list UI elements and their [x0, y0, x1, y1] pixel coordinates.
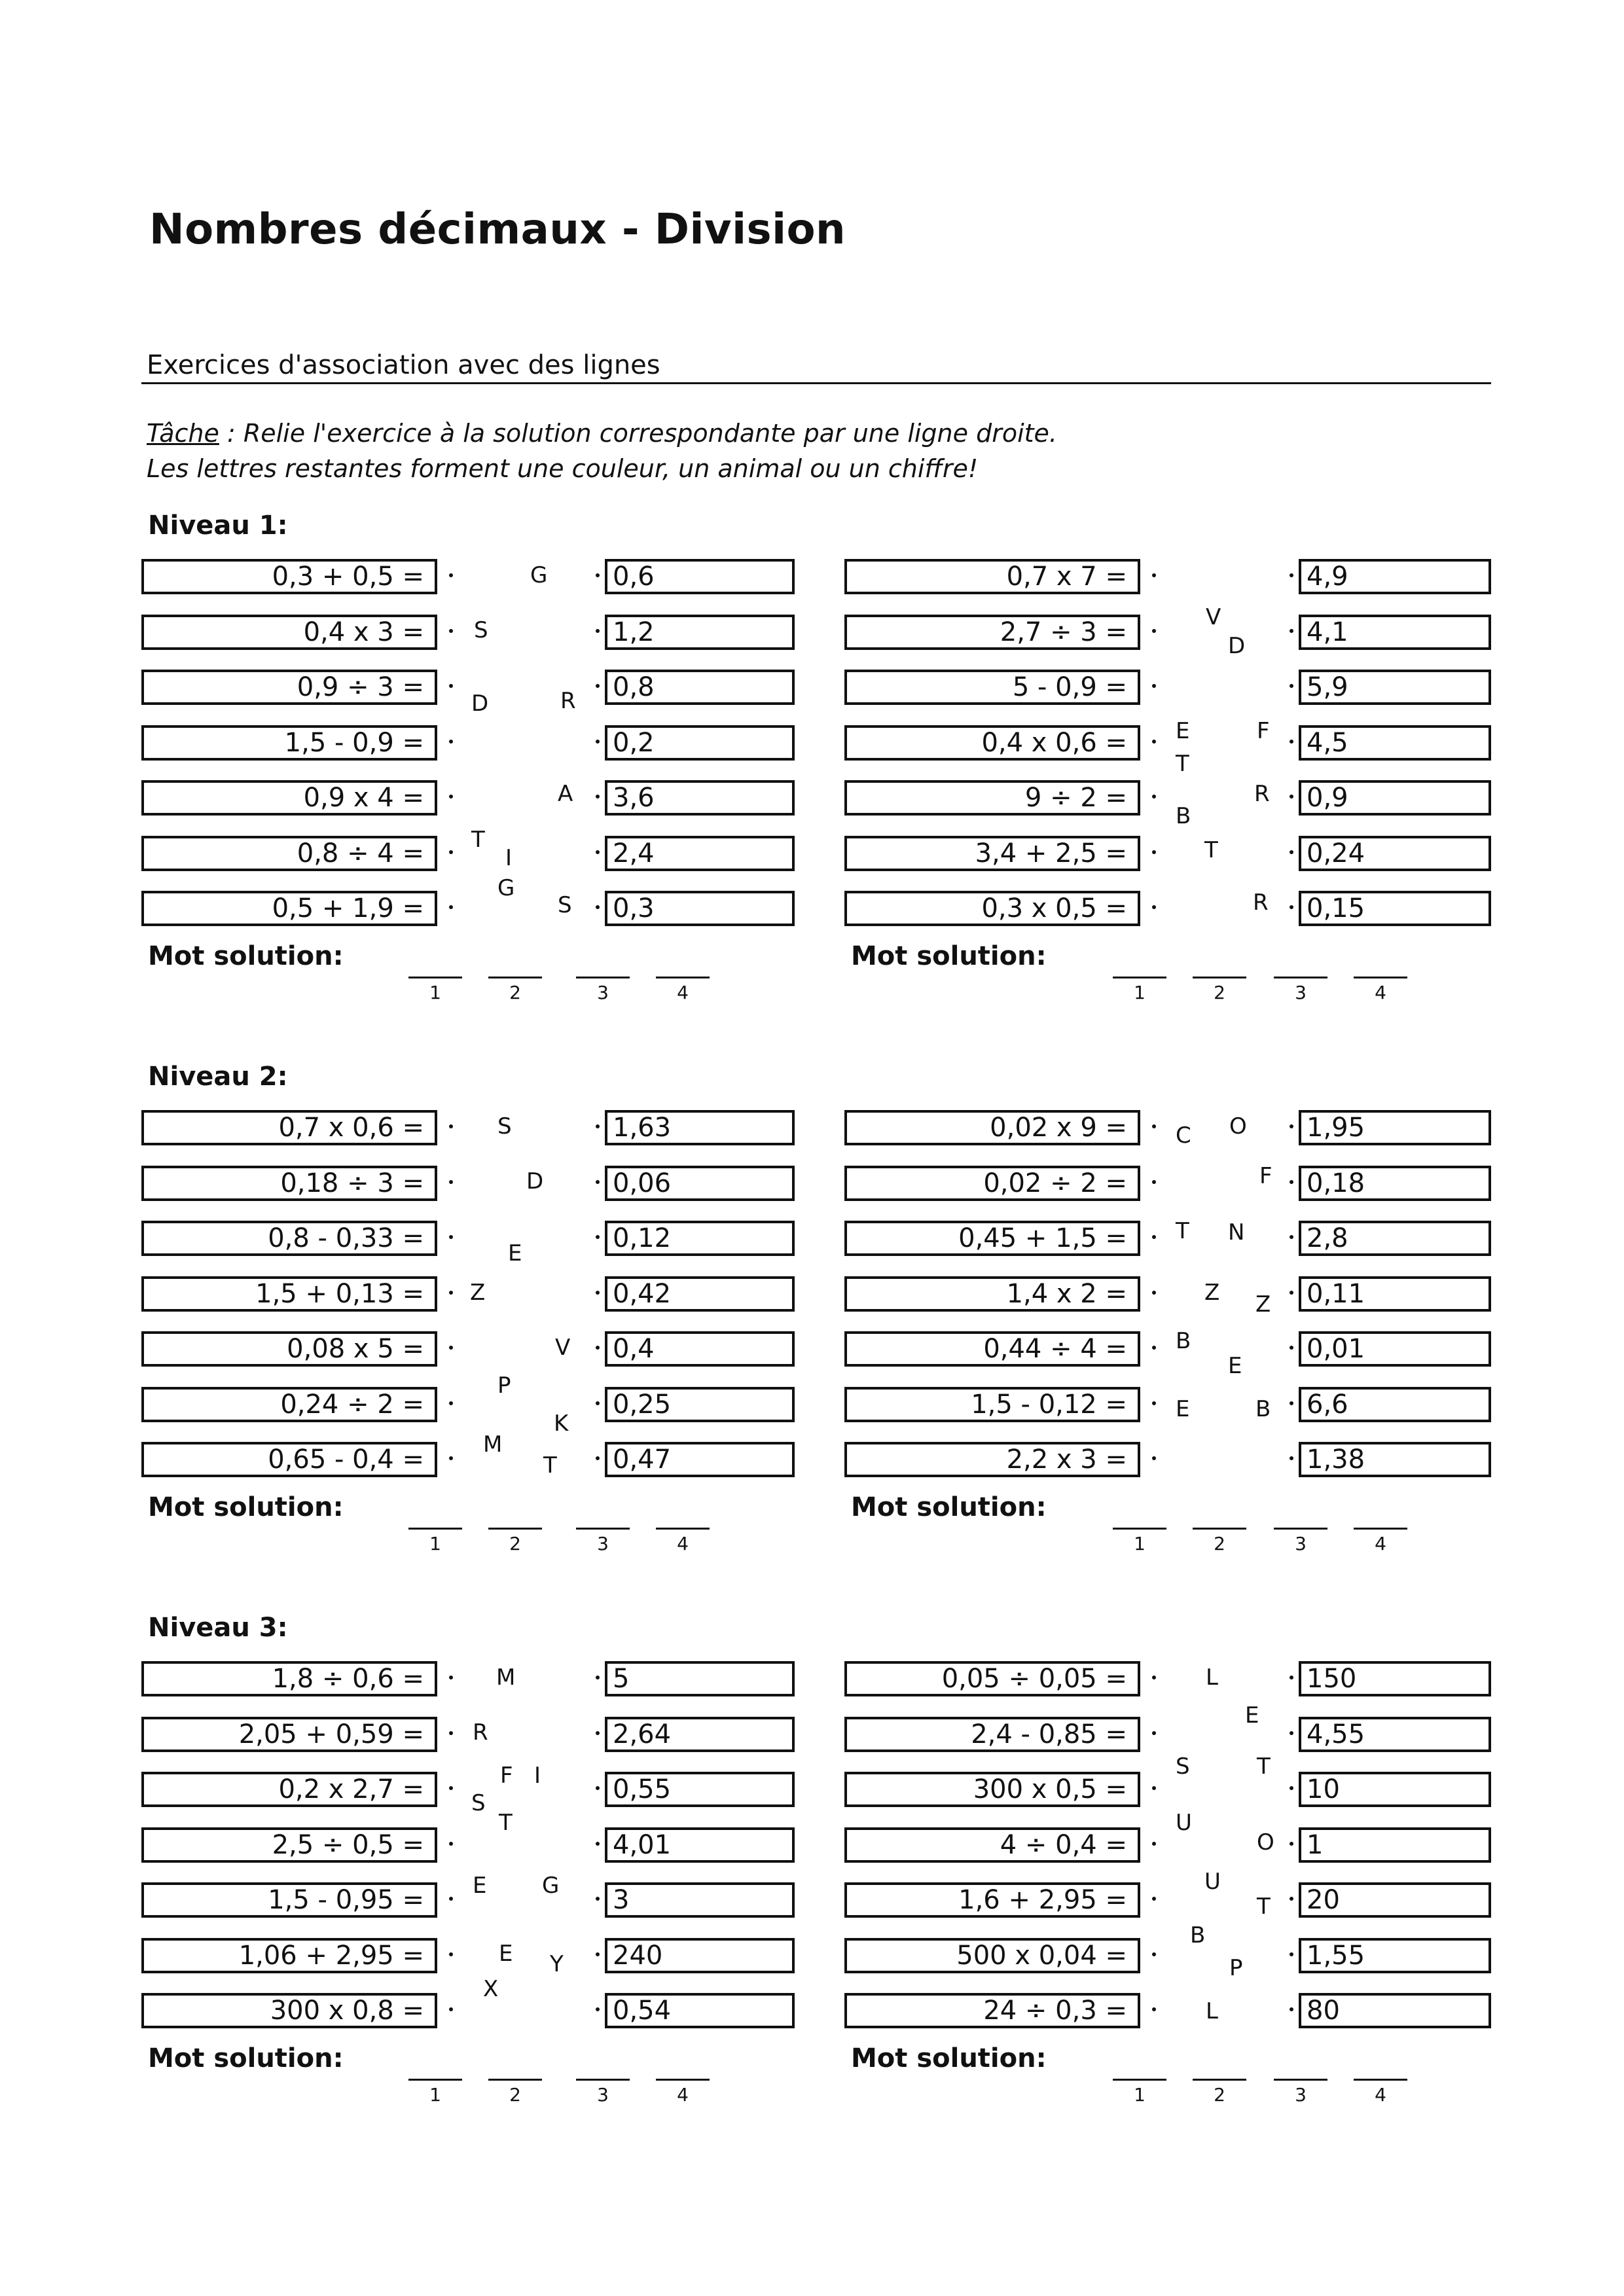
blank-number: 2 — [1214, 981, 1225, 1003]
blank-number: 4 — [677, 2083, 689, 2106]
exercise-dot[interactable] — [449, 1731, 453, 1735]
solution-box[interactable]: 0,18 — [1299, 1166, 1491, 1201]
solution-dot[interactable] — [1290, 2007, 1293, 2011]
solution-dot[interactable] — [596, 1124, 600, 1128]
blank-number: 2 — [509, 981, 521, 1003]
solution-box[interactable]: 0,42 — [605, 1276, 795, 1312]
blank-number: 3 — [597, 981, 609, 1003]
instruction-text-1: : Relie l'exercice à la solution correspondante par une ligne droite. — [219, 419, 1057, 448]
answer-blank[interactable] — [576, 1528, 630, 1530]
solution-word-label: Mot solution: — [148, 2043, 344, 2073]
distractor-letter: E — [1228, 1353, 1242, 1379]
exercise-box[interactable]: 0,9 x 4 = — [141, 780, 437, 816]
distractor-letter: B — [1255, 1396, 1271, 1422]
exercise-dot[interactable] — [449, 629, 453, 633]
exercise-box[interactable]: 1,5 - 0,9 = — [141, 725, 437, 761]
solution-box[interactable]: 1 — [1299, 1827, 1491, 1863]
distractor-letter: U — [1204, 1869, 1221, 1895]
distractor-letter: C — [1176, 1122, 1191, 1149]
blank-number: 1 — [429, 1532, 441, 1554]
solution-word-label: Mot solution: — [148, 941, 344, 971]
exercise-dot[interactable] — [1152, 1786, 1156, 1790]
section-subtitle: Exercices d'association avec des lignes — [147, 350, 660, 380]
solution-dot[interactable] — [1290, 1235, 1293, 1239]
solution-word-label: Mot solution: — [851, 2043, 1047, 2073]
exercise-box[interactable]: 0,8 - 0,33 = — [141, 1221, 437, 1256]
distractor-letter: Z — [470, 1280, 486, 1306]
distractor-letter: T — [1176, 1218, 1189, 1244]
distractor-letter: E — [499, 1941, 513, 1967]
exercise-dot[interactable] — [1152, 1291, 1156, 1295]
exercise-box[interactable]: 0,8 ÷ 4 = — [141, 836, 437, 871]
solution-box[interactable]: 4,5 — [1299, 725, 1491, 761]
blank-number: 1 — [429, 2083, 441, 2106]
blank-number: 1 — [1134, 2083, 1146, 2106]
answer-blank[interactable] — [656, 1528, 710, 1530]
solution-box[interactable]: 150 — [1299, 1661, 1491, 1696]
exercise-box[interactable]: 5 - 0,9 = — [844, 670, 1140, 705]
exercise-dot[interactable] — [449, 740, 453, 744]
exercise-box[interactable]: 0,7 x 7 = — [844, 559, 1140, 594]
solution-box[interactable]: 80 — [1299, 1993, 1491, 2028]
blank-number: 4 — [677, 1532, 689, 1554]
solution-dot[interactable] — [596, 1456, 600, 1460]
exercise-box[interactable]: 2,05 + 0,59 = — [141, 1717, 437, 1752]
distractor-letter: V — [1206, 604, 1221, 630]
exercise-box[interactable]: 1,4 x 2 = — [844, 1276, 1140, 1312]
exercise-box[interactable]: 0,3 x 0,5 = — [844, 891, 1140, 926]
exercise-dot[interactable] — [1152, 740, 1156, 744]
answer-blank[interactable] — [1354, 2079, 1407, 2081]
solution-box[interactable]: 0,8 — [605, 670, 795, 705]
exercise-dot[interactable] — [449, 850, 453, 854]
exercise-box[interactable]: 0,18 ÷ 3 = — [141, 1166, 437, 1201]
blank-number: 2 — [509, 1532, 521, 1554]
solution-dot[interactable] — [1290, 850, 1293, 854]
answer-blank[interactable] — [1113, 977, 1166, 978]
solution-box[interactable]: 0,55 — [605, 1772, 795, 1807]
distractor-letter: F — [1259, 1163, 1272, 1189]
solution-word-label: Mot solution: — [851, 941, 1047, 971]
distractor-letter: L — [1206, 1664, 1218, 1691]
answer-blank[interactable] — [1193, 1528, 1246, 1530]
distractor-letter: Z — [1255, 1291, 1271, 1318]
blank-number: 4 — [1375, 1532, 1386, 1554]
exercise-box[interactable]: 2,5 ÷ 0,5 = — [141, 1827, 437, 1863]
blank-number: 2 — [1214, 2083, 1225, 2106]
solution-dot[interactable] — [1290, 1124, 1293, 1128]
exercise-dot[interactable] — [1152, 1346, 1156, 1350]
distractor-letter: M — [483, 1431, 503, 1458]
exercise-dot[interactable] — [1152, 573, 1156, 577]
exercise-dot[interactable] — [1152, 1180, 1156, 1184]
solution-box[interactable]: 4,01 — [605, 1827, 795, 1863]
distractor-letter: X — [483, 1976, 499, 2002]
exercise-dot[interactable] — [449, 1952, 453, 1956]
solution-box[interactable]: 0,4 — [605, 1331, 795, 1367]
distractor-letter: S — [1176, 1753, 1190, 1780]
exercise-box[interactable]: 2,2 x 3 = — [844, 1442, 1140, 1477]
exercise-box[interactable]: 2,7 ÷ 3 = — [844, 615, 1140, 650]
solution-dot[interactable] — [596, 1897, 600, 1901]
solution-box[interactable]: 5,9 — [1299, 670, 1491, 705]
solution-box[interactable]: 3,6 — [605, 780, 795, 816]
exercise-box[interactable]: 1,5 - 0,12 = — [844, 1387, 1140, 1422]
distractor-letter: O — [1229, 1113, 1247, 1139]
distractor-letter: T — [1257, 1753, 1271, 1780]
solution-dot[interactable] — [596, 1346, 600, 1350]
exercise-box[interactable]: 500 x 0,04 = — [844, 1938, 1140, 1973]
solution-dot[interactable] — [1290, 629, 1293, 633]
solution-dot[interactable] — [596, 1291, 600, 1295]
solution-dot[interactable] — [596, 795, 600, 798]
solution-dot[interactable] — [1290, 1786, 1293, 1790]
distractor-letter: N — [1228, 1219, 1245, 1246]
exercise-box[interactable]: 0,05 ÷ 0,05 = — [844, 1661, 1140, 1696]
exercise-box[interactable]: 3,4 + 2,5 = — [844, 836, 1140, 871]
distractor-letter: T — [1204, 837, 1218, 863]
exercise-box[interactable]: 0,65 - 0,4 = — [141, 1442, 437, 1477]
exercise-dot[interactable] — [1152, 1235, 1156, 1239]
distractor-letter: F — [1257, 718, 1270, 744]
exercise-box[interactable]: 0,24 ÷ 2 = — [141, 1387, 437, 1422]
exercise-dot[interactable] — [449, 1676, 453, 1679]
solution-box[interactable]: 3 — [605, 1882, 795, 1918]
section-divider — [141, 382, 1491, 384]
answer-blank[interactable] — [1193, 2079, 1246, 2081]
distractor-letter: L — [1206, 1998, 1218, 2024]
solution-box[interactable]: 4,1 — [1299, 615, 1491, 650]
exercise-box[interactable]: 300 x 0,5 = — [844, 1772, 1140, 1807]
exercise-dot[interactable] — [449, 905, 453, 909]
distractor-letter: I — [505, 845, 513, 871]
solution-dot[interactable] — [596, 1731, 600, 1735]
exercise-dot[interactable] — [1152, 1897, 1156, 1901]
solution-box[interactable]: 1,38 — [1299, 1442, 1491, 1477]
answer-blank[interactable] — [1354, 977, 1407, 978]
distractor-letter: E — [1245, 1702, 1259, 1729]
distractor-letter: V — [555, 1335, 571, 1361]
solution-box[interactable]: 0,54 — [605, 1993, 795, 2028]
exercise-dot[interactable] — [1152, 1731, 1156, 1735]
solution-box[interactable]: 0,12 — [605, 1221, 795, 1256]
solution-box[interactable]: 240 — [605, 1938, 795, 1973]
solution-box[interactable]: 2,8 — [1299, 1221, 1491, 1256]
answer-blank[interactable] — [408, 977, 462, 978]
level-label: Niveau 2: — [148, 1062, 288, 1092]
exercise-box[interactable]: 0,4 x 0,6 = — [844, 725, 1140, 761]
exercise-box[interactable]: 0,2 x 2,7 = — [141, 1772, 437, 1807]
solution-box[interactable]: 4,9 — [1299, 559, 1491, 594]
solution-word-label: Mot solution: — [851, 1492, 1047, 1522]
solution-box[interactable]: 20 — [1299, 1882, 1491, 1918]
distractor-letter: T — [499, 1810, 513, 1836]
exercise-dot[interactable] — [449, 795, 453, 798]
exercise-box[interactable]: 1,6 + 2,95 = — [844, 1882, 1140, 1918]
solution-box[interactable]: 0,06 — [605, 1166, 795, 1201]
solution-dot[interactable] — [1290, 684, 1293, 688]
exercise-dot[interactable] — [1152, 1952, 1156, 1956]
solution-box[interactable]: 0,01 — [1299, 1331, 1491, 1367]
solution-box[interactable]: 0,25 — [605, 1387, 795, 1422]
distractor-letter: Y — [550, 1951, 564, 1977]
exercise-dot[interactable] — [449, 684, 453, 688]
solution-box[interactable]: 6,6 — [1299, 1387, 1491, 1422]
solution-box[interactable]: 0,11 — [1299, 1276, 1491, 1312]
solution-box[interactable]: 1,95 — [1299, 1110, 1491, 1145]
exercise-dot[interactable] — [1152, 1842, 1156, 1846]
answer-blank[interactable] — [488, 1528, 542, 1530]
answer-blank[interactable] — [1193, 977, 1246, 978]
distractor-letter: D — [1228, 633, 1246, 659]
answer-blank[interactable] — [1113, 1528, 1166, 1530]
exercise-box[interactable]: 9 ÷ 2 = — [844, 780, 1140, 816]
exercise-dot[interactable] — [1152, 1401, 1156, 1405]
blank-number: 1 — [1134, 981, 1146, 1003]
distractor-letter: S — [474, 617, 488, 643]
distractor-letter: B — [1190, 1922, 1206, 1948]
solution-box[interactable]: 2,4 — [605, 836, 795, 871]
exercise-dot[interactable] — [449, 1456, 453, 1460]
exercise-box[interactable]: 0,5 + 1,9 = — [141, 891, 437, 926]
answer-blank[interactable] — [656, 2079, 710, 2081]
solution-dot[interactable] — [596, 629, 600, 633]
distractor-letter: R — [560, 688, 576, 714]
solution-dot[interactable] — [596, 1676, 600, 1679]
answer-blank[interactable] — [408, 1528, 462, 1530]
solution-dot[interactable] — [1290, 905, 1293, 909]
solution-dot[interactable] — [1290, 1456, 1293, 1460]
distractor-letter: G — [497, 875, 515, 901]
solution-dot[interactable] — [1290, 1401, 1293, 1405]
distractor-letter: R — [1253, 889, 1269, 916]
distractor-letter: E — [1176, 718, 1190, 744]
solution-dot[interactable] — [596, 850, 600, 854]
answer-blank[interactable] — [656, 977, 710, 978]
exercise-box[interactable]: 1,06 + 2,95 = — [141, 1938, 437, 1973]
distractor-letter: E — [1176, 1396, 1190, 1422]
solution-box[interactable]: 0,47 — [605, 1442, 795, 1477]
task-word: Tâche — [147, 419, 219, 448]
exercise-dot[interactable] — [449, 1346, 453, 1350]
exercise-box[interactable]: 1,8 ÷ 0,6 = — [141, 1661, 437, 1696]
blank-number: 4 — [1375, 981, 1386, 1003]
distractor-letter: S — [471, 1790, 486, 1816]
solution-dot[interactable] — [596, 1786, 600, 1790]
exercise-dot[interactable] — [1152, 629, 1156, 633]
solution-dot[interactable] — [1290, 1346, 1293, 1350]
level-label: Niveau 3: — [148, 1613, 288, 1643]
solution-box[interactable]: 10 — [1299, 1772, 1491, 1807]
blank-number: 3 — [1295, 2083, 1307, 2106]
solution-dot[interactable] — [1290, 740, 1293, 744]
exercise-dot[interactable] — [449, 2007, 453, 2011]
exercise-box[interactable]: 0,3 + 0,5 = — [141, 559, 437, 594]
distractor-letter: R — [473, 1719, 488, 1746]
solution-dot[interactable] — [596, 1952, 600, 1956]
distractor-letter: G — [530, 562, 548, 588]
distractor-letter: K — [554, 1410, 569, 1437]
solution-box[interactable]: 0,3 — [605, 891, 795, 926]
blank-number: 3 — [1295, 1532, 1307, 1554]
exercise-dot[interactable] — [449, 1786, 453, 1790]
blank-number: 3 — [597, 1532, 609, 1554]
blank-number: 1 — [429, 981, 441, 1003]
distractor-letter: A — [558, 781, 573, 807]
distractor-letter: S — [497, 1113, 512, 1139]
answer-blank[interactable] — [1274, 1528, 1327, 1530]
solution-box[interactable]: 0,9 — [1299, 780, 1491, 816]
solution-dot[interactable] — [1290, 1291, 1293, 1295]
exercise-dot[interactable] — [449, 1291, 453, 1295]
solution-box[interactable]: 4,55 — [1299, 1717, 1491, 1752]
solution-dot[interactable] — [1290, 573, 1293, 577]
distractor-letter: T — [1176, 751, 1189, 777]
solution-box[interactable]: 1,55 — [1299, 1938, 1491, 1973]
exercise-dot[interactable] — [1152, 1676, 1156, 1679]
exercise-dot[interactable] — [449, 1842, 453, 1846]
exercise-box[interactable]: 300 x 0,8 = — [141, 1993, 437, 2028]
exercise-dot[interactable] — [449, 573, 453, 577]
distractor-letter: I — [534, 1763, 541, 1789]
solution-dot[interactable] — [596, 905, 600, 909]
exercise-box[interactable]: 24 ÷ 0,3 = — [844, 1993, 1140, 2028]
solution-word-label: Mot solution: — [148, 1492, 344, 1522]
solution-dot[interactable] — [596, 1401, 600, 1405]
instruction-line-1 — [147, 419, 1057, 448]
solution-dot[interactable] — [596, 1180, 600, 1184]
exercise-dot[interactable] — [449, 1401, 453, 1405]
answer-blank[interactable] — [488, 2079, 542, 2081]
distractor-letter: P — [1229, 1955, 1243, 1981]
solution-dot[interactable] — [1290, 1731, 1293, 1735]
exercise-dot[interactable] — [449, 1124, 453, 1128]
distractor-letter: D — [526, 1168, 544, 1194]
exercise-dot[interactable] — [1152, 850, 1156, 854]
solution-dot[interactable] — [596, 1235, 600, 1239]
distractor-letter: S — [558, 892, 572, 918]
blank-number: 1 — [1134, 1532, 1146, 1554]
distractor-letter: P — [497, 1372, 511, 1399]
distractor-letter: B — [1176, 803, 1191, 829]
distractor-letter: G — [542, 1873, 560, 1899]
exercise-dot[interactable] — [1152, 905, 1156, 909]
exercise-box[interactable]: 0,45 + 1,5 = — [844, 1221, 1140, 1256]
exercise-dot[interactable] — [1152, 684, 1156, 688]
exercise-dot[interactable] — [449, 1897, 453, 1901]
answer-blank[interactable] — [488, 977, 542, 978]
level-label: Niveau 1: — [148, 511, 288, 541]
answer-blank[interactable] — [1274, 977, 1327, 978]
exercise-box[interactable]: 0,02 x 9 = — [844, 1110, 1140, 1145]
exercise-box[interactable]: 0,4 x 3 = — [141, 615, 437, 650]
solution-box[interactable]: 5 — [605, 1661, 795, 1696]
exercise-box[interactable]: 0,7 x 0,6 = — [141, 1110, 437, 1145]
blank-number: 4 — [677, 981, 689, 1003]
exercise-box[interactable]: 0,9 ÷ 3 = — [141, 670, 437, 705]
solution-box[interactable]: 0,24 — [1299, 836, 1491, 871]
solution-dot[interactable] — [596, 573, 600, 577]
solution-dot[interactable] — [596, 1842, 600, 1846]
solution-box[interactable]: 0,6 — [605, 559, 795, 594]
exercise-box[interactable]: 0,02 ÷ 2 = — [844, 1166, 1140, 1201]
distractor-letter: B — [1176, 1328, 1191, 1354]
distractor-letter: M — [496, 1664, 516, 1691]
solution-dot[interactable] — [1290, 1952, 1293, 1956]
solution-dot[interactable] — [1290, 1180, 1293, 1184]
solution-box[interactable]: 1,63 — [605, 1110, 795, 1145]
page-title: Nombres décimaux - Division — [149, 206, 846, 254]
distractor-letter: O — [1257, 1829, 1274, 1856]
solution-dot[interactable] — [1290, 1676, 1293, 1679]
exercise-dot[interactable] — [1152, 1456, 1156, 1460]
answer-blank[interactable] — [576, 977, 630, 978]
distractor-letter: D — [471, 691, 489, 717]
distractor-letter: U — [1176, 1810, 1192, 1836]
exercise-dot[interactable] — [1152, 2007, 1156, 2011]
blank-number: 2 — [1214, 1532, 1225, 1554]
distractor-letter: T — [471, 827, 485, 853]
blank-number: 3 — [597, 2083, 609, 2106]
exercise-box[interactable]: 0,08 x 5 = — [141, 1331, 437, 1367]
distractor-letter: Z — [1204, 1280, 1220, 1306]
instruction-line-2: Les lettres restantes forment une couleur, un animal ou un chiffre! — [147, 454, 979, 483]
exercise-box[interactable]: 2,4 - 0,85 = — [844, 1717, 1140, 1752]
solution-dot[interactable] — [596, 740, 600, 744]
answer-blank[interactable] — [1274, 2079, 1327, 2081]
distractor-letter: F — [500, 1763, 513, 1789]
answer-blank[interactable] — [1113, 2079, 1166, 2081]
solution-box[interactable]: 1,2 — [605, 615, 795, 650]
solution-dot[interactable] — [596, 2007, 600, 2011]
exercise-box[interactable]: 1,5 + 0,13 = — [141, 1276, 437, 1312]
solution-box[interactable]: 0,2 — [605, 725, 795, 761]
distractor-letter: T — [543, 1452, 557, 1479]
solution-box[interactable]: 0,15 — [1299, 891, 1491, 926]
blank-number: 3 — [1295, 981, 1307, 1003]
solution-dot[interactable] — [1290, 1842, 1293, 1846]
exercise-dot[interactable] — [449, 1180, 453, 1184]
solution-dot[interactable] — [596, 684, 600, 688]
solution-dot[interactable] — [1290, 795, 1293, 798]
distractor-letter: E — [473, 1873, 487, 1899]
blank-number: 2 — [509, 2083, 521, 2106]
exercise-dot[interactable] — [1152, 795, 1156, 798]
exercise-box[interactable]: 4 ÷ 0,4 = — [844, 1827, 1140, 1863]
blank-number: 4 — [1375, 2083, 1386, 2106]
answer-blank[interactable] — [408, 2079, 462, 2081]
exercise-box[interactable]: 1,5 - 0,95 = — [141, 1882, 437, 1918]
exercise-box[interactable]: 0,44 ÷ 4 = — [844, 1331, 1140, 1367]
exercise-dot[interactable] — [1152, 1124, 1156, 1128]
solution-dot[interactable] — [1290, 1897, 1293, 1901]
answer-blank[interactable] — [1354, 1528, 1407, 1530]
distractor-letter: R — [1254, 781, 1270, 807]
exercise-dot[interactable] — [449, 1235, 453, 1239]
distractor-letter: T — [1257, 1893, 1271, 1920]
distractor-letter: E — [508, 1240, 522, 1266]
solution-box[interactable]: 2,64 — [605, 1717, 795, 1752]
answer-blank[interactable] — [576, 2079, 630, 2081]
